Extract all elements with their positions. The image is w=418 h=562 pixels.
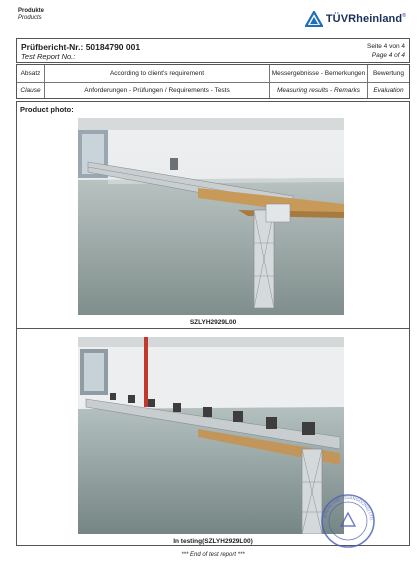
- table-cell: Measuring results - Remarks: [270, 82, 368, 98]
- tuv-stamp: [320, 493, 376, 549]
- product-photo-2: [78, 337, 344, 534]
- photo-caption-2: In testing(SZLYH2929L00): [173, 538, 253, 545]
- end-of-report-note: *** End of test report ***: [181, 552, 245, 558]
- header-products-label: Produkte: [18, 8, 45, 14]
- table-cell: Clause: [17, 82, 45, 98]
- table-cell: Absatz: [17, 65, 45, 82]
- tuv-triangle-icon: [305, 11, 323, 27]
- clause-table: [16, 64, 410, 99]
- photo-caption-1: SZLYH2929L00: [189, 319, 237, 326]
- report-header-box: [16, 38, 410, 63]
- clause-table-row: [17, 82, 409, 98]
- table-cell: Messergebnisse - Bemerkungen: [270, 65, 368, 82]
- photo-section-label: Product photo:: [20, 105, 74, 114]
- report-number-en: Test Report No.:: [21, 52, 76, 61]
- table-cell: Bewertung: [372, 70, 405, 77]
- table-cell: According to client's requirement: [45, 65, 270, 82]
- header-products-label-en: Products: [18, 15, 42, 21]
- svg-text:RHEINLAND (GUANGDONG) LTD.: RHEINLAND (GUANGDONG) LTD.: [322, 494, 375, 522]
- report-number: Prüfbericht-Nr.: 50184790 001: [21, 42, 141, 52]
- table-cell: Anforderungen - Prüfungen / Requirements - Tests: [45, 82, 270, 98]
- page-number-en: Page 4 of 4: [371, 52, 405, 59]
- clause-table-row: [17, 65, 409, 83]
- logo-registered: ®: [402, 13, 406, 19]
- logo-text: [326, 13, 406, 25]
- stamp-seal-icon: [320, 493, 376, 549]
- logo-wordmark: TÜVRheinland: [325, 13, 403, 25]
- page-number: Seite 4 von 4: [367, 43, 405, 50]
- product-photo-1: [78, 118, 344, 315]
- photo-divider: [16, 328, 410, 329]
- tuv-logo: [305, 8, 406, 30]
- table-cell: Evaluation: [373, 86, 404, 94]
